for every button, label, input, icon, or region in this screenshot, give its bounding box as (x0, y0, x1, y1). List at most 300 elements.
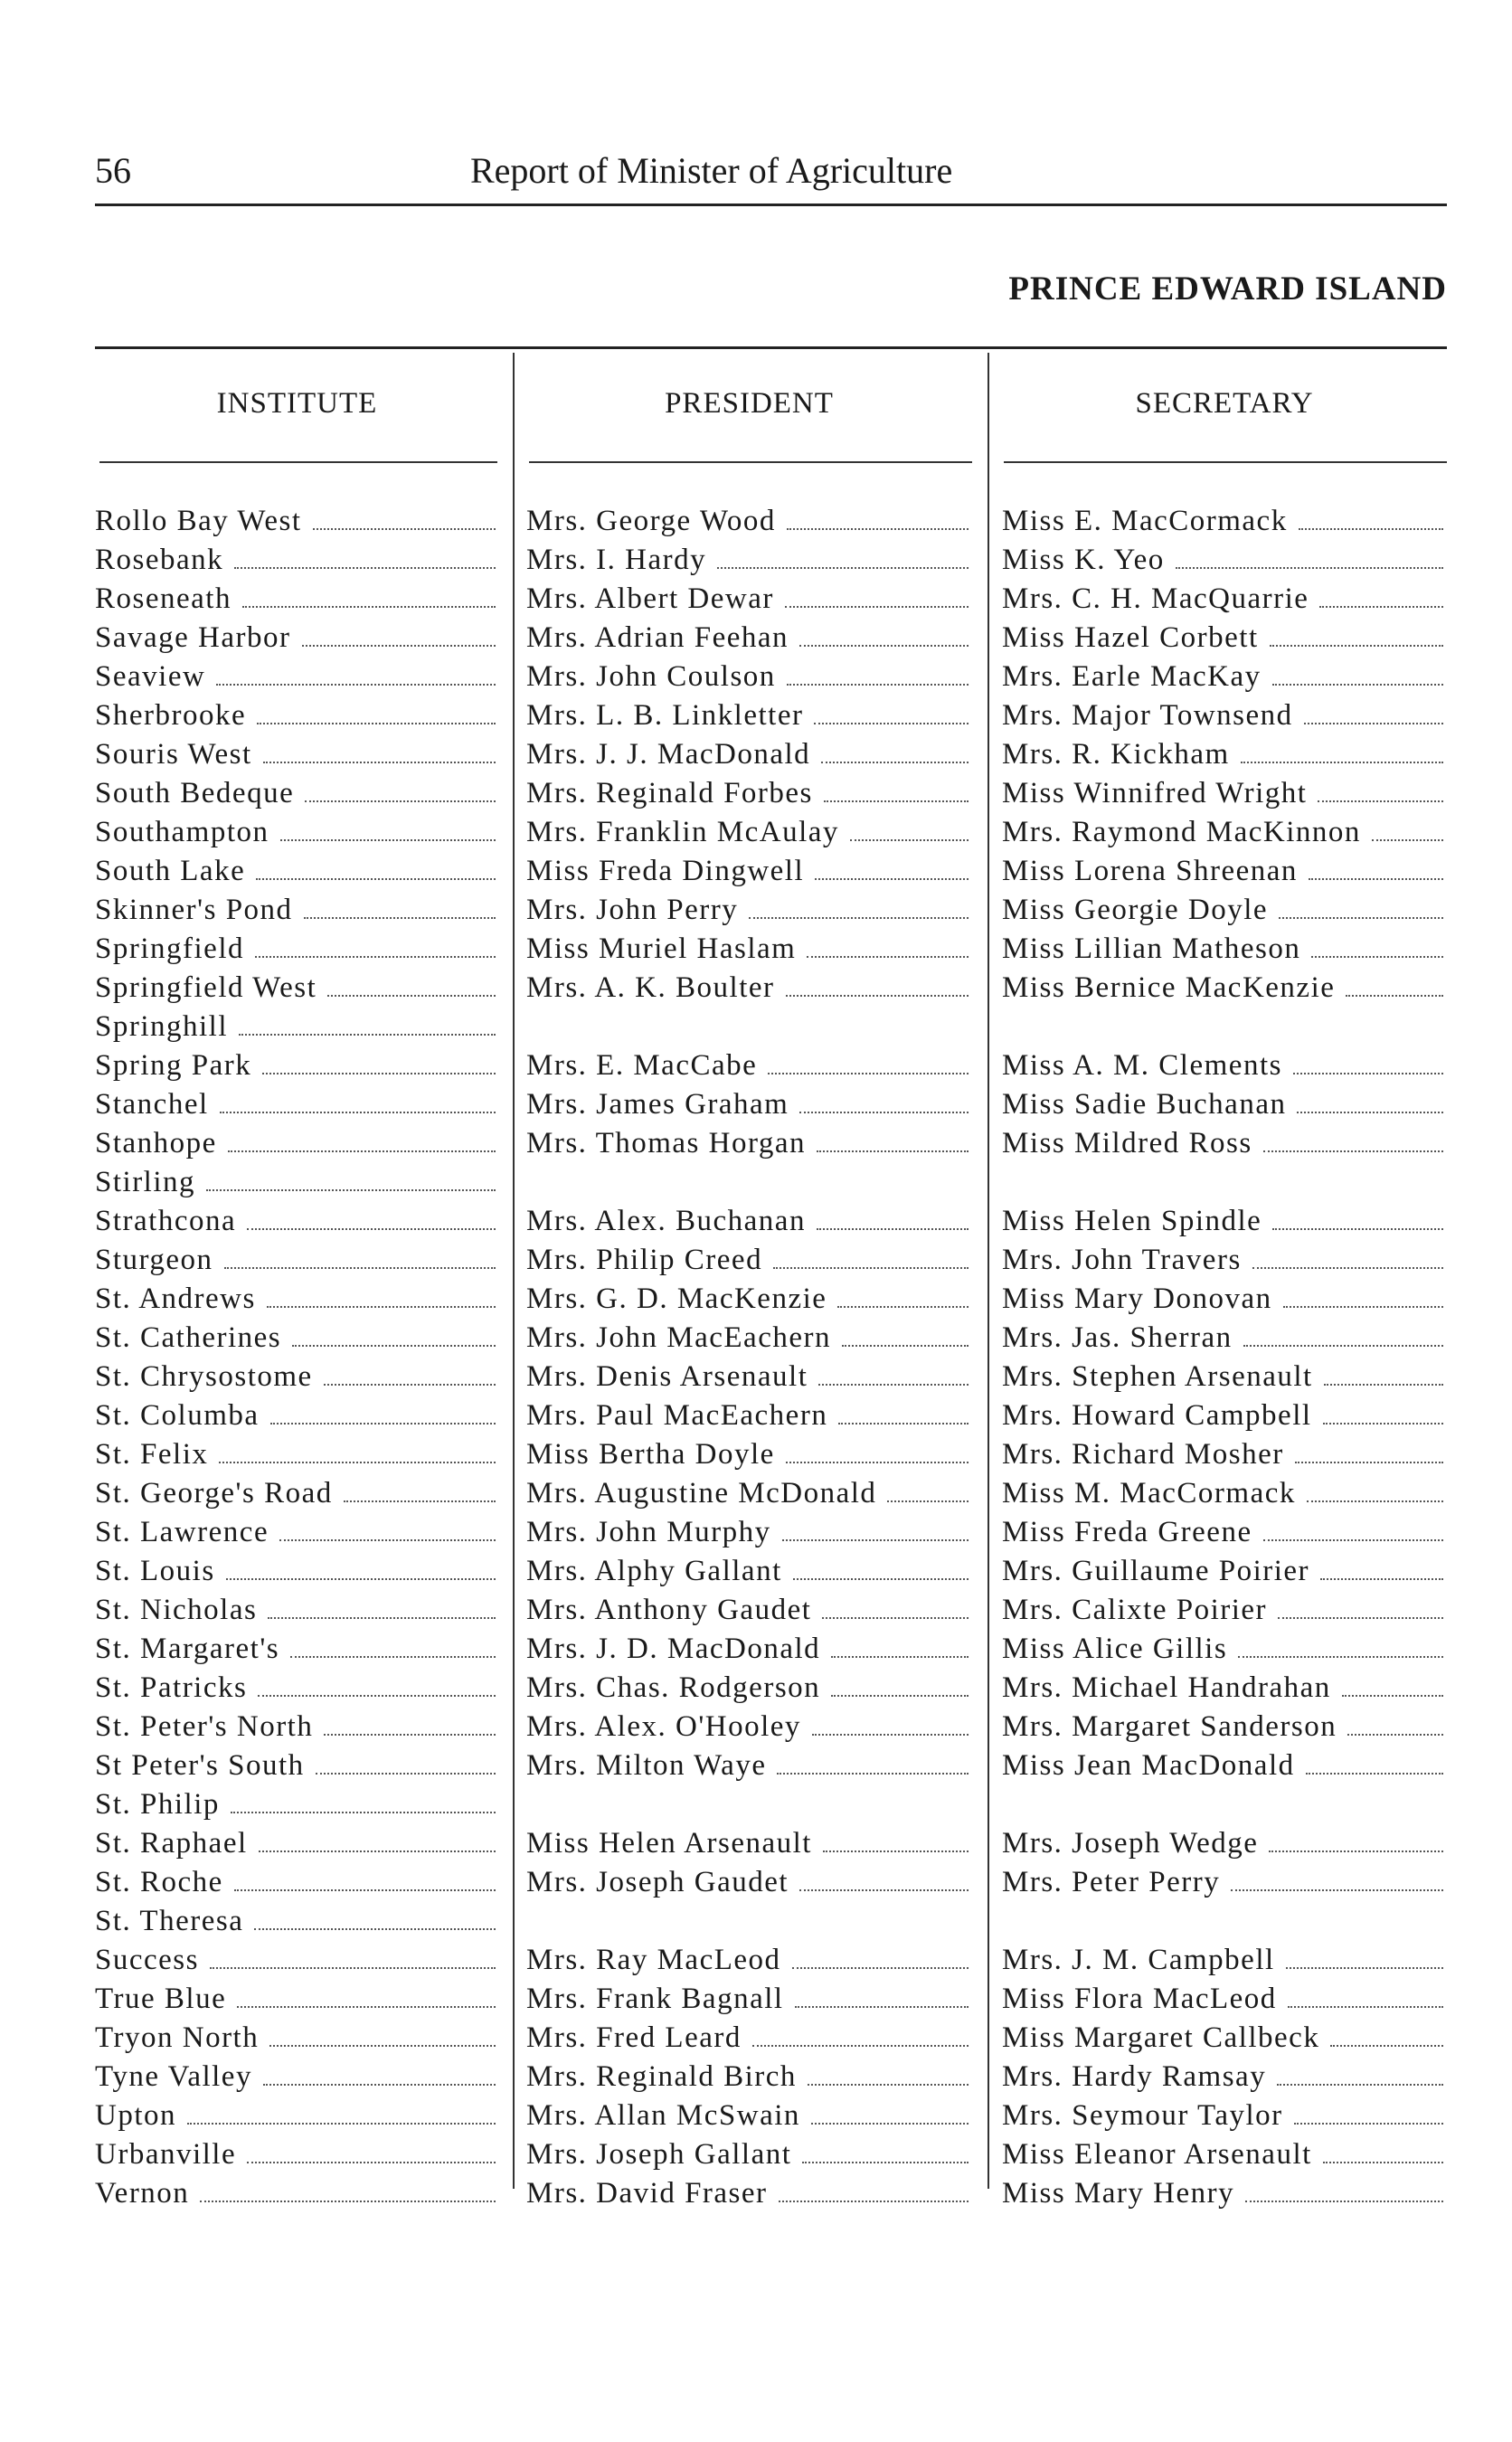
table-row (0, 1360, 1512, 1399)
institute-cell-text: True Blue (95, 1983, 227, 2015)
dot-leader (226, 1578, 496, 1580)
secretary-cell (1002, 2060, 1447, 2099)
secretary-cell-text: Miss Eleanor Arsenault (1002, 2138, 1312, 2171)
president-cell-text: Mrs. Alex. O'Hooley (526, 1710, 801, 1743)
institute-cell-text: Springfield (95, 932, 244, 965)
table-row (0, 2177, 1512, 2216)
president-cell (526, 2138, 972, 2177)
institute-cell-text: Stanchel (95, 1088, 209, 1121)
president-cell-text: Mrs. Alex. Buchanan (526, 1205, 806, 1237)
table-row (0, 855, 1512, 894)
dot-leader (817, 1150, 969, 1152)
dot-leader (786, 1462, 969, 1463)
institute-cell (95, 1671, 499, 1710)
table-row (0, 544, 1512, 582)
secretary-cell (1002, 816, 1447, 855)
institute-cell-text: South Bedeque (95, 777, 295, 809)
dot-leader (817, 1228, 969, 1230)
president-cell (526, 971, 972, 1010)
secretary-cell-text: Miss Lillian Matheson (1002, 932, 1301, 965)
secretary-cell (1002, 1710, 1447, 1749)
institute-cell (95, 1283, 499, 1321)
dot-leader (822, 1617, 969, 1619)
secretary-cell (1002, 2138, 1447, 2177)
dot-leader (1243, 1345, 1443, 1347)
table-row (0, 777, 1512, 816)
table-row (0, 1049, 1512, 1088)
dot-leader (787, 684, 969, 686)
secretary-cell (1002, 660, 1447, 699)
secretary-cell (1002, 1594, 1447, 1633)
dot-leader (1241, 762, 1443, 763)
president-cell-text: Mrs. I. Hardy (526, 544, 707, 576)
dot-leader (773, 1267, 969, 1269)
institute-cell-text: St. Lawrence (95, 1516, 269, 1548)
dot-leader (313, 528, 496, 530)
dot-leader (831, 1656, 969, 1658)
dot-leader (263, 762, 496, 763)
institute-table-body (0, 505, 1512, 2216)
president-cell-text: Mrs. James Graham (526, 1088, 789, 1121)
table-row (0, 1127, 1512, 1166)
dot-leader (187, 2123, 496, 2125)
secretary-cell (1002, 855, 1447, 894)
secretary-cell-text: Mrs. Guillaume Poirier (1002, 1555, 1310, 1587)
institute-cell (95, 1594, 499, 1633)
dot-leader (749, 917, 969, 919)
president-cell (526, 1944, 972, 1983)
dot-leader (1278, 1617, 1443, 1619)
dot-leader (1238, 1656, 1443, 1658)
president-cell (526, 582, 972, 621)
table-row (0, 932, 1512, 971)
dot-leader (268, 1617, 496, 1619)
institute-cell-text: Springfield West (95, 971, 317, 1004)
president-cell-text: Mrs. Philip Creed (526, 1244, 763, 1276)
institute-cell-text: Roseneath (95, 582, 232, 615)
president-cell (526, 621, 972, 660)
dot-leader (887, 1500, 969, 1502)
president-cell-text: Mrs. Alphy Gallant (526, 1555, 782, 1587)
table-row (0, 660, 1512, 699)
dot-leader (231, 1812, 496, 1813)
president-cell (526, 932, 972, 971)
column-header-institute: INSTITUTE (216, 387, 378, 420)
institute-cell-text: St. Theresa (95, 1905, 244, 1937)
dot-leader (316, 1773, 496, 1775)
dot-leader (1272, 684, 1443, 686)
president-cell (526, 1010, 972, 1049)
table-row (0, 1010, 1512, 1049)
dot-leader (234, 567, 496, 569)
dot-leader (220, 1112, 496, 1113)
dot-leader (1245, 2201, 1443, 2202)
dot-leader (1272, 1228, 1443, 1230)
institute-cell-text: Rollo Bay West (95, 505, 302, 537)
dot-leader (785, 606, 969, 608)
institute-cell-text: Seaview (95, 660, 206, 693)
table-row (0, 1827, 1512, 1866)
dot-leader (234, 1889, 496, 1891)
secretary-cell (1002, 1477, 1447, 1516)
dot-leader (752, 2045, 969, 2047)
institute-cell-text: Savage Harbor (95, 621, 291, 654)
secretary-cell (1002, 1827, 1447, 1866)
president-cell (526, 894, 972, 932)
institute-cell-text: St Peter's South (95, 1749, 305, 1782)
dot-leader (290, 1656, 496, 1658)
secretary-cell (1002, 894, 1447, 932)
table-row (0, 1205, 1512, 1244)
secretary-cell (1002, 1749, 1447, 1788)
table-row (0, 2138, 1512, 2177)
secretary-cell-text: Mrs. Joseph Wedge (1002, 1827, 1259, 1860)
president-cell (526, 1399, 972, 1438)
institute-cell-text: Southampton (95, 816, 269, 848)
institute-cell-text: Spring Park (95, 1049, 252, 1082)
dot-leader (219, 1462, 496, 1463)
president-cell (526, 660, 972, 699)
secretary-cell (1002, 1905, 1447, 1944)
dot-leader (1311, 956, 1443, 958)
secretary-cell (1002, 1438, 1447, 1477)
institute-cell (95, 1166, 499, 1205)
secretary-cell-text: Miss Alice Gillis (1002, 1633, 1228, 1665)
president-cell-text: Mrs. Chas. Rodgerson (526, 1671, 821, 1704)
secretary-cell (1002, 2099, 1447, 2138)
dot-leader (1283, 1306, 1443, 1308)
institute-cell-text: Sturgeon (95, 1244, 213, 1276)
dot-leader (782, 1539, 969, 1541)
dot-leader (831, 1695, 969, 1697)
institute-cell (95, 621, 499, 660)
secretary-cell-text: Miss Winnifred Wright (1002, 777, 1308, 809)
president-cell (526, 699, 972, 738)
institute-cell (95, 1010, 499, 1049)
secretary-cell-text: Miss Helen Spindle (1002, 1205, 1262, 1237)
institute-cell (95, 1244, 499, 1283)
president-cell (526, 1594, 972, 1633)
secretary-cell-text: Miss Jean MacDonald (1002, 1749, 1295, 1782)
president-cell (526, 2021, 972, 2060)
secretary-cell (1002, 1244, 1447, 1283)
institute-cell (95, 1321, 499, 1360)
institute-cell (95, 505, 499, 544)
dot-leader (200, 2201, 496, 2202)
president-cell-text: Mrs. Allan McSwain (526, 2099, 800, 2132)
president-cell-text: Mrs. John MacEachern (526, 1321, 831, 1354)
dot-leader (799, 645, 969, 647)
dot-leader (1309, 878, 1443, 880)
president-cell (526, 1127, 972, 1166)
secretary-cell (1002, 777, 1447, 816)
institute-cell-text: St. Peter's North (95, 1710, 314, 1743)
secretary-cell (1002, 621, 1447, 660)
institute-cell-text: Springhill (95, 1010, 229, 1043)
institute-cell-text: St. Philip (95, 1788, 220, 1821)
dot-leader (302, 645, 496, 647)
president-cell (526, 1477, 972, 1516)
secretary-cell (1002, 1205, 1447, 1244)
institute-cell-text: Tyne Valley (95, 2060, 252, 2093)
table-row (0, 894, 1512, 932)
header-rule (1004, 461, 1447, 463)
president-cell (526, 1049, 972, 1088)
table-row (0, 1438, 1512, 1477)
dot-leader (823, 1850, 969, 1852)
president-cell (526, 1516, 972, 1555)
dot-leader (792, 1967, 969, 1969)
institute-cell (95, 699, 499, 738)
president-cell (526, 2060, 972, 2099)
president-cell (526, 1321, 972, 1360)
institute-cell (95, 1205, 499, 1244)
secretary-cell (1002, 1166, 1447, 1205)
dot-leader (795, 2006, 969, 2008)
dot-leader (793, 1578, 969, 1580)
table-row (0, 2021, 1512, 2060)
institute-cell-text: South Lake (95, 855, 246, 887)
table-row (0, 1671, 1512, 1710)
secretary-cell (1002, 2177, 1447, 2216)
institute-cell (95, 1905, 499, 1944)
dot-leader (324, 1734, 496, 1736)
secretary-cell-text: Mrs. C. H. MacQuarrie (1002, 582, 1309, 615)
dot-leader (256, 878, 496, 880)
institute-cell (95, 816, 499, 855)
secretary-cell-text: Miss Margaret Callbeck (1002, 2021, 1320, 2054)
secretary-cell-text: Mrs. Peter Perry (1002, 1866, 1221, 1898)
dot-leader (717, 567, 969, 569)
dot-leader (1286, 1967, 1443, 1969)
dot-leader (799, 1112, 969, 1113)
dot-leader (1330, 2045, 1443, 2047)
header-rule (99, 461, 497, 463)
institute-cell-text: Souris West (95, 738, 252, 771)
dot-leader (1306, 1773, 1443, 1775)
secretary-cell-text: Miss Mary Henry (1002, 2177, 1235, 2210)
secretary-cell-text: Miss Flora MacLeod (1002, 1983, 1277, 2015)
dot-leader (255, 956, 496, 958)
president-cell-text: Mrs. J. J. MacDonald (526, 738, 811, 771)
dot-leader (842, 1345, 969, 1347)
president-cell-text: Mrs. Paul MacEachern (526, 1399, 828, 1432)
dot-leader (247, 1228, 496, 1230)
secretary-cell (1002, 1516, 1447, 1555)
institute-cell-text: Strathcona (95, 1205, 237, 1237)
institute-cell (95, 1944, 499, 1983)
secretary-cell-text: Mrs. John Travers (1002, 1244, 1242, 1276)
dot-leader (292, 1345, 496, 1347)
institute-cell-text: St. Chrysostome (95, 1360, 313, 1393)
dot-leader (206, 1189, 496, 1191)
institute-cell (95, 1360, 499, 1399)
dot-leader (237, 2006, 496, 2008)
president-cell (526, 1166, 972, 1205)
institute-cell (95, 1749, 499, 1788)
secretary-cell-text: Mrs. Michael Handrahan (1002, 1671, 1331, 1704)
dot-leader (1372, 839, 1443, 841)
dot-leader (779, 2201, 969, 2202)
secretary-cell (1002, 1633, 1447, 1671)
dot-leader (239, 1034, 496, 1036)
president-cell-text: Mrs. Reginald Birch (526, 2060, 797, 2093)
dot-leader (1263, 1150, 1443, 1152)
secretary-cell-text: Miss Georgie Doyle (1002, 894, 1269, 926)
institute-cell (95, 1866, 499, 1905)
table-row (0, 1710, 1512, 1749)
page-number: 56 (95, 150, 131, 191)
table-row (0, 1555, 1512, 1594)
president-cell-text: Mrs. Fred Leard (526, 2021, 742, 2054)
president-cell (526, 1827, 972, 1866)
dot-leader (838, 1423, 969, 1424)
secretary-cell-text: Miss E. MacCormack (1002, 505, 1288, 537)
institute-cell-text: Skinner's Pond (95, 894, 293, 926)
secretary-cell (1002, 1049, 1447, 1088)
institute-cell (95, 777, 499, 816)
secretary-cell-text: Mrs. Jas. Sherran (1002, 1321, 1233, 1354)
president-cell-text: Mrs. John Perry (526, 894, 739, 926)
running-title: Report of Minister of Agriculture (470, 150, 953, 191)
dot-leader (1299, 528, 1443, 530)
secretary-cell (1002, 1010, 1447, 1049)
president-cell-text: Mrs. J. D. MacDonald (526, 1633, 821, 1665)
president-cell (526, 1983, 972, 2021)
table-row (0, 1244, 1512, 1283)
dot-leader (270, 1423, 496, 1424)
dot-leader (808, 2084, 969, 2086)
column-header-president: PRESIDENT (665, 387, 834, 420)
dot-leader (327, 995, 496, 997)
institute-cell (95, 1127, 499, 1166)
table-row (0, 1633, 1512, 1671)
institute-cell (95, 1049, 499, 1088)
secretary-cell-text: Miss K. Yeo (1002, 544, 1165, 576)
institute-cell (95, 2177, 499, 2216)
table-row (0, 1594, 1512, 1633)
dot-leader (802, 2162, 969, 2163)
table-row (0, 1166, 1512, 1205)
secretary-cell-text: Miss Hazel Corbett (1002, 621, 1259, 654)
dot-leader (837, 1306, 969, 1308)
president-cell (526, 1788, 972, 1827)
secretary-cell-text: Miss A. M. Clements (1002, 1049, 1282, 1082)
institute-cell-text: Vernon (95, 2177, 190, 2210)
institute-cell-text: St. Margaret's (95, 1633, 280, 1665)
institute-cell-text: Urbanville (95, 2138, 237, 2171)
president-cell-text: Mrs. Reginald Forbes (526, 777, 813, 809)
secretary-cell (1002, 1127, 1447, 1166)
president-cell (526, 1283, 972, 1321)
secretary-cell-text: Miss Bernice MacKenzie (1002, 971, 1336, 1004)
institute-cell-text: Stirling (95, 1166, 196, 1198)
president-cell (526, 1710, 972, 1749)
institute-cell (95, 1710, 499, 1749)
president-cell-text: Mrs. Augustine McDonald (526, 1477, 877, 1510)
dot-leader (1279, 917, 1443, 919)
dot-leader (279, 1539, 496, 1541)
president-cell-text: Mrs. John Coulson (526, 660, 776, 693)
table-row (0, 1788, 1512, 1827)
secretary-cell-text: Mrs. Stephen Arsenault (1002, 1360, 1313, 1393)
page-header (95, 149, 1447, 206)
secretary-cell-text: Miss Sadie Buchanan (1002, 1088, 1287, 1121)
dot-leader (777, 1773, 969, 1775)
dot-leader (242, 606, 496, 608)
dot-leader (1270, 645, 1443, 647)
secretary-cell (1002, 1866, 1447, 1905)
institute-cell (95, 1438, 499, 1477)
president-cell (526, 1205, 972, 1244)
dot-leader (1346, 995, 1443, 997)
table-row (0, 1944, 1512, 1983)
secretary-cell (1002, 2021, 1447, 2060)
table-row (0, 1516, 1512, 1555)
secretary-cell-text: Mrs. Margaret Sanderson (1002, 1710, 1337, 1743)
president-cell-text: Mrs. G. D. MacKenzie (526, 1283, 827, 1315)
institute-cell-text: St. George's Road (95, 1477, 333, 1510)
president-cell-text: Mrs. Anthony Gaudet (526, 1594, 812, 1626)
president-cell (526, 1360, 972, 1399)
institute-cell (95, 2060, 499, 2099)
secretary-cell-text: Mrs. Howard Campbell (1002, 1399, 1312, 1432)
dot-leader (1252, 1267, 1443, 1269)
dot-leader (247, 2162, 496, 2163)
secretary-cell-text: Miss Mildred Ross (1002, 1127, 1252, 1159)
dot-leader (257, 723, 496, 724)
dot-leader (259, 1850, 496, 1852)
dot-leader (786, 995, 969, 997)
institute-cell-text: Upton (95, 2099, 176, 2132)
secretary-cell (1002, 1788, 1447, 1827)
institute-cell-text: St. Nicholas (95, 1594, 258, 1626)
institute-cell-text: Success (95, 1944, 199, 1976)
institute-cell (95, 1983, 499, 2021)
institute-cell-text: St. Andrews (95, 1283, 256, 1315)
secretary-cell (1002, 932, 1447, 971)
institute-cell-text: St. Felix (95, 1438, 209, 1471)
institute-cell (95, 1477, 499, 1516)
president-cell-text: Mrs. Frank Bagnall (526, 1983, 784, 2015)
secretary-cell-text: Mrs. R. Kickham (1002, 738, 1230, 771)
dot-leader (815, 878, 969, 880)
president-cell (526, 1866, 972, 1905)
president-cell (526, 1438, 972, 1477)
dot-leader (1319, 606, 1443, 608)
secretary-cell-text: Mrs. Calixte Poirier (1002, 1594, 1268, 1626)
secretary-cell-text: Mrs. Raymond MacKinnon (1002, 816, 1361, 848)
institute-cell-text: St. Louis (95, 1555, 215, 1587)
institute-cell (95, 660, 499, 699)
dot-leader (344, 1500, 496, 1502)
table-row (0, 2099, 1512, 2138)
dot-leader (1263, 1539, 1443, 1541)
president-cell-text: Miss Freda Dingwell (526, 855, 805, 887)
institute-cell (95, 2021, 499, 2060)
institute-cell-text: Tryon North (95, 2021, 260, 2054)
dot-leader (1231, 1889, 1443, 1891)
dot-leader (1347, 1734, 1443, 1736)
president-cell-text: Mrs. Joseph Gaudet (526, 1866, 789, 1898)
president-cell (526, 1088, 972, 1127)
dot-leader (224, 1267, 496, 1269)
table-row (0, 1088, 1512, 1127)
secretary-cell-text: Miss Mary Donovan (1002, 1283, 1272, 1315)
dot-leader (1323, 1423, 1443, 1424)
secretary-cell (1002, 1555, 1447, 1594)
president-cell-text: Miss Muriel Haslam (526, 932, 797, 965)
